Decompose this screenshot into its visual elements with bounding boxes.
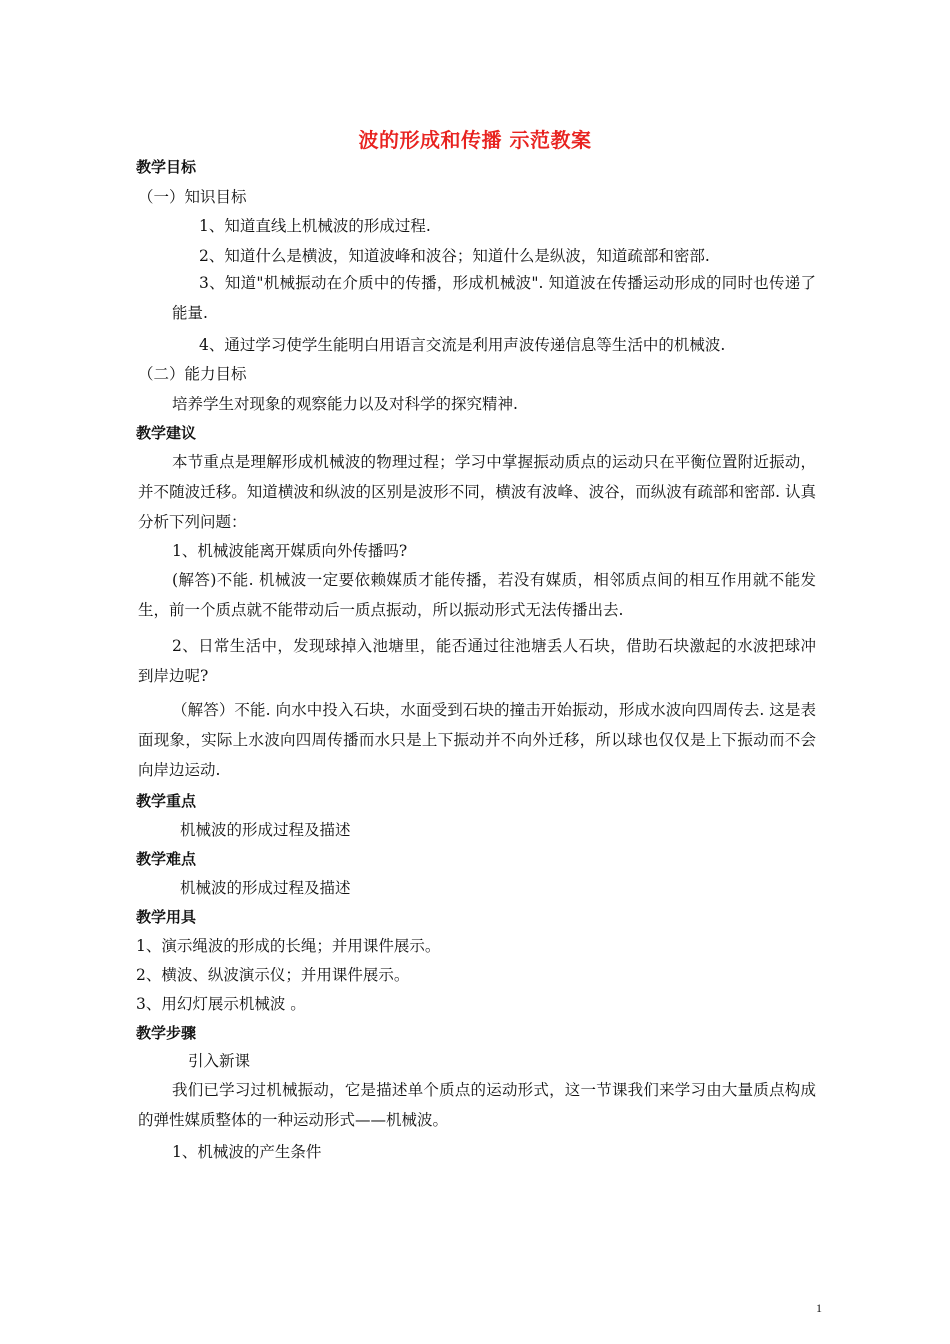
- difficulty-text: 机械波的形成过程及描述: [180, 879, 351, 897]
- question-2: 2、日常生活中，发现球掉入池塘里，能否通过往池塘丢人石块，借助石块激起的水波把球冲到岸边呢?: [138, 637, 816, 685]
- step-subheading-1: 1、机械波的产生条件: [172, 1143, 322, 1161]
- objective-item-3: 3、知道"机械振动在介质中的传播，形成机械波". 知道波在传播运动形成的同时也传递了能量.: [172, 274, 816, 322]
- ability-objectives-text: 培养学生对现象的观察能力以及对科学的探究精神.: [172, 395, 518, 413]
- suggestions-heading: 教学建议: [136, 424, 197, 442]
- answer-2: （解答）不能. 向水中投入石块，水面受到石块的撞击开始振动，形成水波向四周传去. 这是表面现象，实际上水波向四周传播而水只是上下振动并不向外迁移，所以球也仅仅是上下振动而不会向岸边运动.: [138, 701, 816, 779]
- key-point-heading: 教学重点: [136, 792, 197, 810]
- tool-item-1: 1、演示绳波的形成的长绳；并用课件展示。: [136, 937, 441, 955]
- difficulty-heading: 教学难点: [136, 850, 197, 868]
- suggestions-intro: 本节重点是理解形成机械波的物理过程；学习中掌握振动质点的运动只在平衡位置附近振动，并不随波迁移。知道横波和纵波的区别是波形不同，横波有波峰、波谷，而纵波有疏部和密部. 认真分析下列问题：: [138, 453, 816, 531]
- ability-objectives-heading: （二）能力目标: [138, 365, 247, 383]
- knowledge-objectives-heading: （一）知识目标: [138, 188, 247, 206]
- key-point-text: 机械波的形成过程及描述: [180, 821, 351, 839]
- document-title: 波的形成和传播 示范教案: [358, 128, 592, 152]
- answer-1: (解答)不能. 机械波一定要依赖媒质才能传播，若没有媒质，相邻质点间的相互作用就不能发生，前一个质点就不能带动后一质点振动，所以振动形式无法传播出去.: [138, 571, 816, 619]
- objective-item-4: 4、通过学习使学生能明白用语言交流是利用声波传递信息等生活中的机械波.: [199, 336, 726, 354]
- objectives-heading: 教学目标: [136, 158, 197, 176]
- intro-new-lesson-text: 我们已学习过机械振动，它是描述单个质点的运动形式，这一节课我们来学习由大量质点构成的弹性媒质整体的一种运动形式——机械波。: [138, 1081, 816, 1129]
- tool-item-3: 3、用幻灯展示机械波 。: [136, 995, 306, 1013]
- intro-new-lesson-heading: 引入新课: [188, 1052, 251, 1070]
- objective-item-1: 1、知道直线上机械波的形成过程.: [199, 217, 431, 235]
- tools-heading: 教学用具: [136, 908, 197, 926]
- steps-heading: 教学步骤: [136, 1024, 197, 1042]
- tool-item-2: 2、横波、纵波演示仪；并用课件展示。: [136, 966, 410, 984]
- question-1: 1、机械波能离开媒质向外传播吗?: [172, 542, 408, 560]
- page-number: 1: [816, 1301, 822, 1315]
- objective-item-2: 2、知道什么是横波，知道波峰和波谷；知道什么是纵波，知道疏部和密部.: [199, 247, 710, 265]
